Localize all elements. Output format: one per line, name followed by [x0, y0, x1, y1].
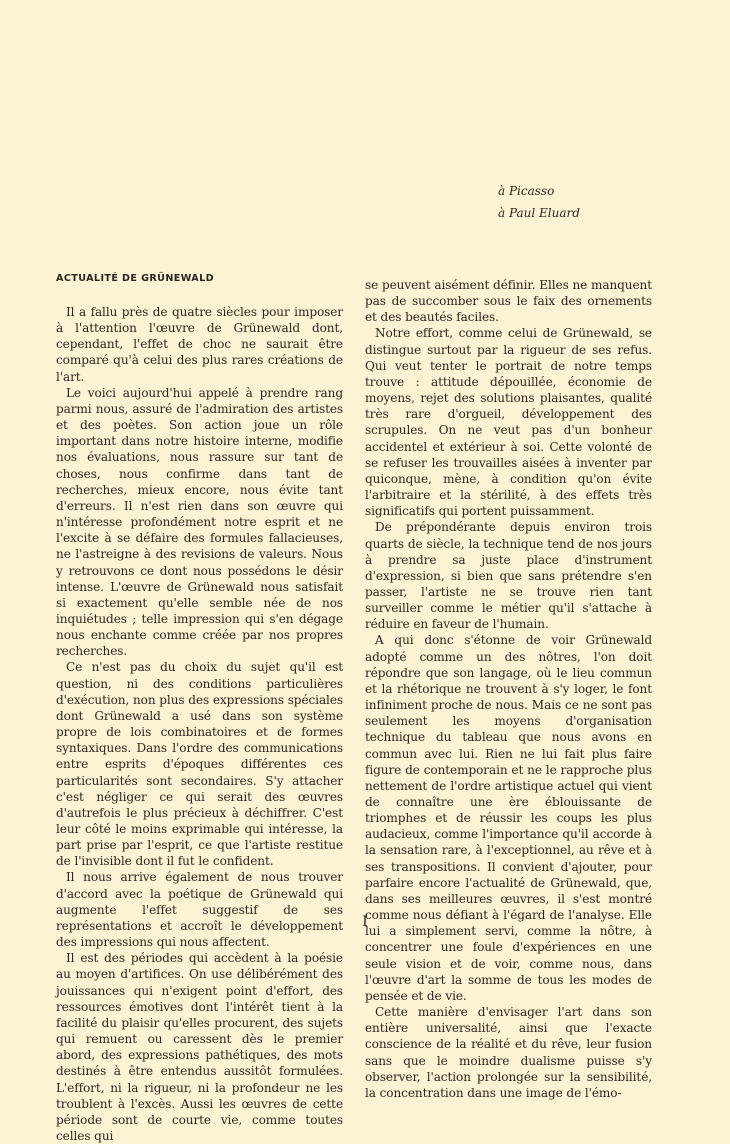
- page-number: I: [362, 914, 368, 930]
- paragraph: Cette manière d'envisager l'art dans son entière universalité, ainsi que l'exacte conscience de la réalité et du rêve, leur fusion sans que le moindre dualisme puisse s'y observer, l'action prolongée sur la sensibilité, la concentration dans une image de l'émo-: [365, 1005, 652, 1100]
- dedication: [498, 181, 580, 223]
- paragraph: Il a fallu près de quatre siècles pour imposer à l'attention l'œuvre de Grünewald dont, cependant, l'effet de choc ne saurait être comparé qu'à celui des plus rares créations de l'art.: [56, 305, 343, 384]
- paragraph: Il est des périodes qui accèdent à la poésie au moyen d'artifices. On use délibérément des jouissances qui n'exigent point d'effort, des ressources émotives dont l'intérêt tient à la facilité du plaisir qu'elles procurent, des sujets qui remuent ou caressent dès le premier abord, des expressions pathétiques, des mots destinés à être entendus aussitôt formulées. L'effort, ni la rigueur, ni la profondeur ne les troublent à l'excès. Aussi les œuvres de cette période sont de courte vie, comme toutes celles qui: [56, 951, 343, 1143]
- paragraph: Il nous arrive également de nous trouver d'accord avec la poétique de Grünewald qui augmente l'effet suggestif de ses représentations et accroît le développement des impressions qui nous affectent.: [56, 870, 343, 950]
- paragraph-continued: se peuvent aisément définir. Elles ne manquent pas de succomber sous le faix des ornements et des beautés faciles.: [365, 278, 652, 325]
- right-column: [365, 277, 652, 1101]
- paragraph: De prépondérante depuis environ trois quarts de siècle, la technique tend de nos jours à prendre sa juste place d'instrument d'expression, si bien que sans prétendre s'en passer, l'artiste ne se trouve rien tant surveiller comme le métier qu'il s'attache à réduire en faveur de l'humain.: [365, 520, 652, 632]
- dedication-line-1: à Picasso: [498, 184, 555, 198]
- paragraph: A qui donc s'étonne de voir Grünewald adopté comme un des nôtres, l'on doit répondre que son langage, où le lieu commun et la rhétorique ne trouvent à s'y loger, le font infiniment proche de nous. Mais ce ne sont pas seulement les moyens d'organisation technique du tableau que nous avons en commun avec lui. Rien ne lui fait plus faire figure de contemporain et ne le rapproche plus nettement de l'ordre artistique actuel qui vient de connaître une ère éblouissante de triomphes et de réussir les coups les plus audacieux, comme l'importance qu'il accorde à la sensation rare, à l'exceptionnel, au rêve et à ses transpositions. Il convient d'ajouter, pour parfaire encore l'actualité de Grünewald, que, dans ses meilleures œuvres, il s'est montré comme nous défiant à l'égard de l'analyse. Elle lui a simplement servi, comme la nôtre, à concentrer une foule d'expériences en une seule vision et de voir, comme nous, dans l'œuvre d'art la somme de tous les modes de pensée et de vie.: [365, 633, 652, 1003]
- dedication-line-2: à Paul Eluard: [498, 206, 580, 220]
- article-heading: ACTUALITÉ DE GRÜNEWALD: [56, 273, 214, 284]
- paragraph: Ce n'est pas du choix du sujet qu'il est question, ni des conditions particulières d'exécution, non plus des expressions spéciales dont Grünewald a usé dans son système propre de lois combinatoires et de formes syntaxiques. Dans l'ordre des communications entre esprits d'époques différentes ces particularités sont secondaires. S'y attacher c'est négliger ce qui serait des œuvres d'autrefois le plus précieux à déchiffrer. C'est leur côté le moins exprimable qui intéresse, la part prise par l'esprit, ce que l'artiste restitue de l'invisible dont il fut le confident.: [56, 660, 343, 869]
- left-column: [56, 272, 343, 1144]
- paragraph: Notre effort, comme celui de Grünewald, se distingue surtout par la rigueur de ses refus. Qui veut tenter le portrait de notre temps trouve : attitude dépouillée, économie de moyens, rejet des solutions plaisantes, qualité très rare d'orgueil, développement des scrupules. On ne veut pas d'un bonheur accidentel et extérieur à soi. Cette volonté de se refuser les trouvailles aisées à inventer par quiconque, mène, à condition qu'on évite l'arbitraire et la stérilité, à des effets très significatifs qui portent puissamment.: [365, 326, 652, 519]
- paragraph: Le voici aujourd'hui appelé à prendre rang parmi nous, assuré de l'admiration des artistes et des poètes. Son action joue un rôle important dans notre histoire interne, modifie nos évaluations, nous rassure sur tant de choses, nous confirme dans tant de recherches, mieux encore, nous évite tant d'erreurs. Il n'est rien dans son œuvre qui n'intéresse profondément notre esprit et ne l'excite à se défaire des formules fallacieuses, ne l'astreigne à des revisions de valeurs. Nous y retrouvons ce dont nous possédons le désir intense. L'œuvre de Grünewald nous satisfait si exactement qu'elle semble née de nos inquiétudes ; telle impression qui s'en dégage nous enchante comme créée par nos propres recherches.: [56, 385, 343, 659]
